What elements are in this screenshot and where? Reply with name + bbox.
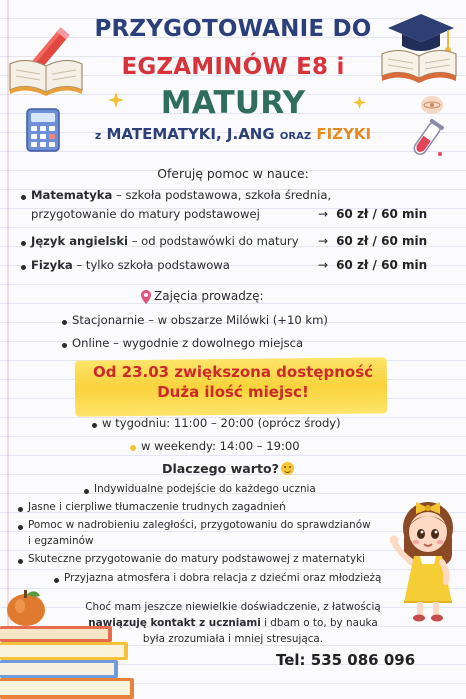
offer-price-math — [318, 207, 427, 221]
offer-subject: Matematyka — [31, 188, 113, 202]
closing-line-2 — [0, 617, 466, 629]
bullet — [18, 507, 23, 512]
price-value: 60 zł / 60 min — [336, 207, 428, 221]
offer-subject: Fizyka — [31, 258, 73, 272]
offer-desc: – szkoła podstawowa, szkoła średnia, — [112, 188, 332, 202]
bullet — [130, 445, 136, 451]
bullet — [62, 320, 67, 325]
subtitle — [0, 125, 466, 143]
arrow-icon: → — [318, 207, 329, 221]
why-item: Pomoc w nadrobieniu zaległości, przygotowaniu do sprawdzianów — [28, 519, 371, 531]
offer-price-english — [318, 234, 427, 248]
closing-bold: nawiązuję kontakt z uczniami — [88, 617, 261, 629]
title-line-3: MATURY — [160, 85, 306, 121]
title-line-2: EGZAMINÓW E8 i — [121, 54, 345, 80]
bullet — [62, 343, 67, 348]
bullet — [84, 489, 89, 494]
classes-item-onsite: Stacjonarnie – w obszarze Milówki (+10 km) — [72, 313, 328, 327]
bullet — [21, 265, 26, 270]
closing-rest: i dbam o to, by nauka — [260, 617, 378, 629]
smiley-icon — [281, 462, 294, 475]
closing-line-1: Choć mam jeszcze niewielkie doświadczenie, z łatwością — [85, 601, 381, 613]
bullet — [21, 241, 26, 246]
price-value: 60 zł / 60 min — [336, 234, 428, 248]
why-item: Skuteczne przygotowanie do matury podstawowej z maternatyki — [28, 553, 366, 565]
offer-desc: – od podstawówki do matury — [128, 234, 299, 248]
hours-weekends: w weekendy: 14:00 – 19:00 — [141, 439, 300, 453]
pin-icon — [141, 290, 151, 304]
why-item: Jasne i cierpliwe tłumaczenie trudnych zagadnień — [28, 501, 286, 513]
subtitle-physics: FIZYKI — [316, 125, 372, 143]
offer-item-physics — [31, 258, 230, 272]
why-item: Przyjazna atmosfera i dobra relacja z dziećmi oraz młodzieżą — [64, 572, 382, 584]
bullet — [54, 578, 59, 583]
subtitle-or: ORAZ — [279, 131, 312, 142]
why-item-continued: i egzaminów — [28, 535, 94, 547]
price-value: 60 zł / 60 min — [336, 258, 428, 272]
why-item: Indywidualne podejście do każdego ucznia — [94, 483, 316, 495]
closing-line-3: była zrozumiała i mniej stresująca. — [142, 633, 324, 645]
offer-heading: Oferuję pomoc w nauce: — [157, 166, 309, 181]
bullet — [18, 525, 23, 530]
bullet — [18, 559, 23, 564]
bullet — [21, 195, 26, 200]
offer-item-english — [31, 234, 299, 248]
subtitle-prefix: z — [94, 129, 102, 142]
phone-number: Tel: 535 086 096 — [276, 651, 416, 669]
offer-subject: Język angielski — [31, 234, 129, 248]
offer-price-physics — [318, 258, 427, 272]
highlight-line-1: Od 23.03 zwiększona dostępność — [92, 363, 374, 381]
bullet — [92, 423, 97, 428]
classes-heading: Zajęcia prowadzę: — [154, 289, 264, 303]
title-line-1: PRZYGOTOWANIE DO — [94, 16, 372, 42]
classes-item-online: Online – wygodnie z dowolnego miejsca — [72, 336, 304, 350]
offer-desc: – tylko szkoła podstawowa — [72, 258, 230, 272]
arrow-icon: → — [318, 234, 329, 248]
hours-weekdays: w tygodniu: 11:00 – 20:00 (oprócz środy) — [102, 416, 341, 430]
highlight-line-2: Duża ilość miejsc! — [157, 383, 309, 401]
offer-desc-line2: przygotowanie do matury podstawowej — [31, 207, 260, 221]
subtitle-subjects: MATEMATYKI, J.ANG — [106, 125, 275, 143]
why-heading-text: Dlaczego warto? — [162, 461, 279, 476]
arrow-icon: → — [318, 258, 329, 272]
offer-item-math — [31, 188, 331, 202]
why-heading — [162, 461, 294, 476]
